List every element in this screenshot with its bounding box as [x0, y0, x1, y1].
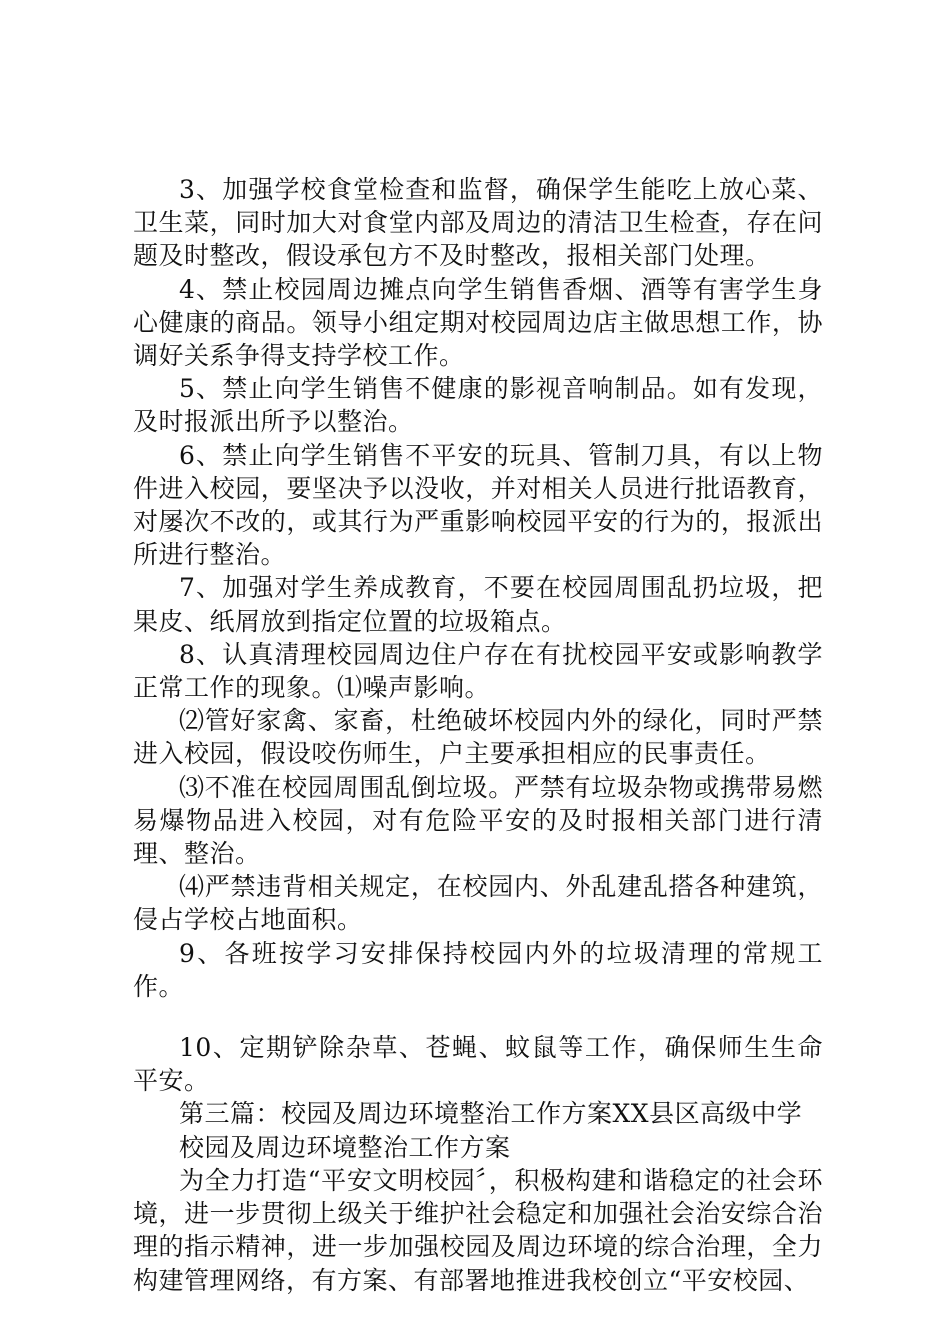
- paragraph-8-item-2: ⑵管好家禽、家畜，杜绝破坏校园内外的绿化，同时严禁进入校园，假设咬伤师生，户主要承担相应的民事责任。: [133, 706, 823, 769]
- document-body: [133, 173, 823, 1297]
- paragraph-8: 8、认真清理校园周边住户存在有扰校园平安或影响教学正常工作的现象。⑴噪声影响。: [133, 639, 823, 703]
- paragraph-8-item-4: ⑷严禁违背相关规定，在校园内、外乱建乱搭各种建筑，侵占学校占地面积。: [133, 872, 823, 935]
- paragraph-6: 6、禁止向学生销售不平安的玩具、管制刀具，有以上物件进入校园，要坚决予以没收，并对相关人员进行批语教育，对屡次不改的，或其行为严重影响校园平安的行为的，报派出所进行整治。: [133, 440, 823, 570]
- paragraph-3: 3、加强学校食堂检查和监督，确保学生能吃上放心菜、卫生菜，同时加大对食堂内部及周边的清洁卫生检查，存在问题及时整改，假设承包方不及时整改，报相关部门处理。: [133, 175, 823, 271]
- paragraph-4: 4、禁止校园周边摊点向学生销售香烟、酒等有害学生身心健康的商品。领导小组定期对校园周边店主做思想工作，协调好关系争得支持学校工作。: [133, 274, 823, 371]
- section-heading: 第三篇：校园及周边环境整治工作方案XX县区高级中学: [179, 1099, 803, 1129]
- section-subheading: 校园及周边环境整治工作方案: [179, 1132, 511, 1162]
- paragraph-intro: 为全力打造“平安文明校园〞，积极构建和谐稳定的社会环境，进一步贯彻上级关于维护社会稳定和加强社会治安综合治理的指示精神，进一步加强校园及周边环境的综合治理，全力构建管理网络，有方案、有部署地推进我校创立“平安校园、: [133, 1165, 823, 1295]
- paragraph-9: 9、各班按学习安排保持校园内外的垃圾清理的常规工作。: [133, 938, 823, 1001]
- paragraph-10: 10、定期铲除杂草、苍蝇、蚊鼠等工作，确保师生生命平安。: [133, 1033, 823, 1096]
- paragraph-8-item-3: ⑶不准在校园周围乱倒垃圾。严禁有垃圾杂物或携带易燃易爆物品进入校园，对有危险平安的及时报相关部门进行清理、整治。: [133, 772, 823, 869]
- paragraph-5: 5、禁止向学生销售不健康的影视音响制品。如有发现，及时报派出所予以整治。: [133, 374, 823, 437]
- paragraph-7: 7、加强对学生养成教育，不要在校园周围乱扔垃圾，把果皮、纸屑放到指定位置的垃圾箱点。: [133, 573, 823, 636]
